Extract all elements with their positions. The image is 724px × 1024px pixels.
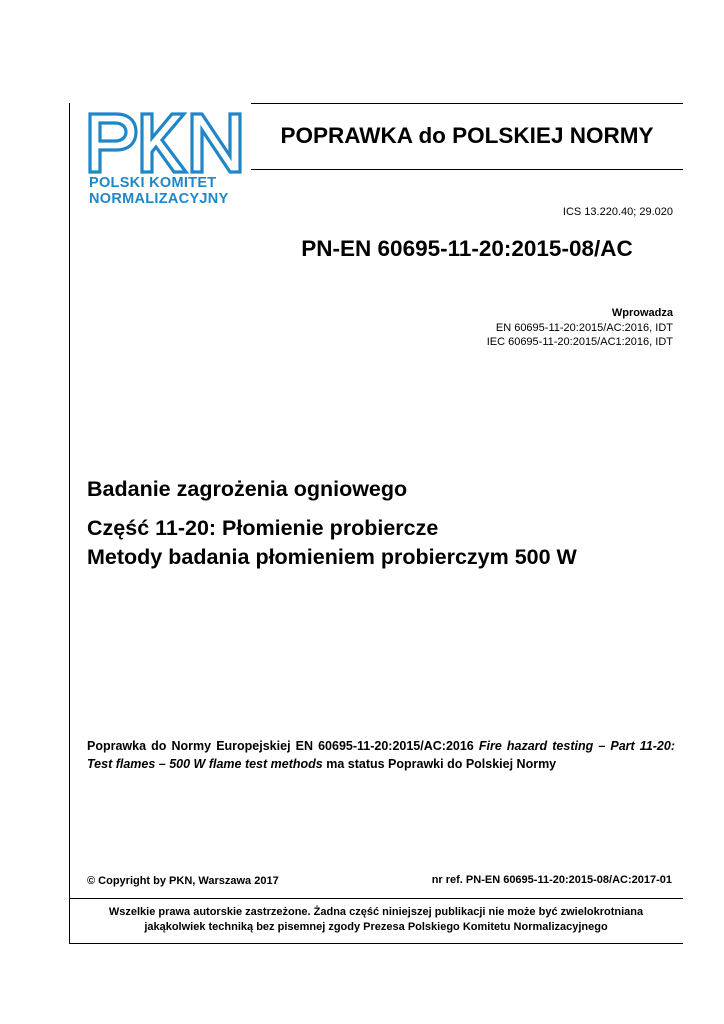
logo-text-line1: POLSKI KOMITET xyxy=(89,175,217,191)
ics-code: ICS 13.220.40; 29.020 xyxy=(562,206,673,218)
header-top-rule xyxy=(251,103,683,104)
description-part1: Poprawka do Normy Europejskiej EN 60695-11-20:2015/AC:2016 xyxy=(87,739,479,753)
document-type: POPRAWKA do POLSKIEJ NORMY xyxy=(280,123,654,148)
title-line-3: Metody badania płomieniem probierczym 500 W xyxy=(87,545,577,569)
standard-number: PN-EN 60695-11-20:2015-08/AC xyxy=(301,236,633,261)
introduces-label: Wprowadza xyxy=(611,307,673,319)
introduces-line-en: EN 60695-11-20:2015/AC:2016, IDT xyxy=(495,321,673,334)
copyright-notice: © Copyright by PKN, Warszawa 2017 xyxy=(87,875,279,887)
header-bottom-rule xyxy=(251,169,683,170)
pkn-logo xyxy=(86,110,246,210)
rights-line-1: Wszelkie prawa autorskie zastrzeżone. Żadna część niniejszej publikacji nie może być zwielokrotniana xyxy=(108,906,644,918)
pkn-logo-mark xyxy=(86,110,246,174)
title-line-2: Część 11-20: Płomienie probiercze xyxy=(87,516,439,540)
status-description xyxy=(87,737,675,773)
description-part3: ma status Poprawki do Polskiej Normy xyxy=(322,757,557,771)
rights-notice xyxy=(69,905,683,934)
introduces-line-iec: IEC 60695-11-20:2015/AC1:2016, IDT xyxy=(486,336,673,348)
left-vertical-rule xyxy=(69,103,70,943)
footer-top-rule xyxy=(69,898,683,899)
description-english-title: Fire hazard testing – Part 11-20: Test flames – 500 W flame test methods xyxy=(87,739,675,771)
reference-number: nr ref. PN-EN 60695-11-20:2015-08/AC:2017-01 xyxy=(431,874,672,886)
rights-line-2: jakąkolwiek techniką bez pisemnej zgody Prezesa Polskiego Komitetu Normalizacyjnego xyxy=(144,920,608,933)
footer-bottom-rule xyxy=(69,943,683,944)
logo-text-line2: NORMALIZACYJNY xyxy=(89,191,229,207)
title-line-1: Badanie zagrożenia ogniowego xyxy=(87,477,408,501)
introduces-block xyxy=(487,306,673,350)
